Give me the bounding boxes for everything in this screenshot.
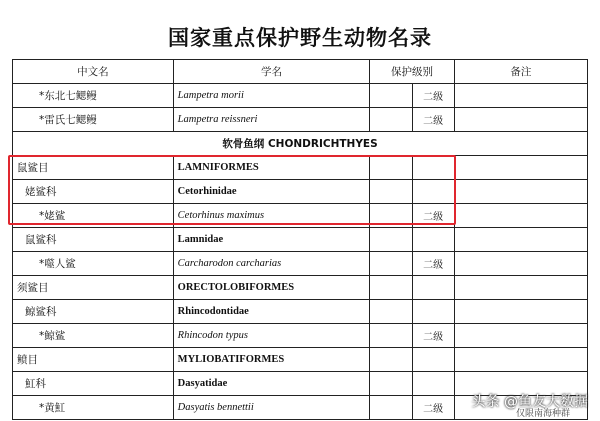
protection-level-2-cell — [412, 348, 454, 372]
chinese-name-cell: *黄魟 — [13, 396, 174, 420]
protection-level-2-cell — [412, 372, 454, 396]
notes-cell — [454, 156, 587, 180]
scientific-name-cell: Dasyatis bennettii — [173, 396, 370, 420]
notes-cell — [454, 324, 587, 348]
chinese-name-cell: 鼠鲨目 — [13, 156, 174, 180]
scientific-name-cell: Lampetra reissneri — [173, 108, 370, 132]
notes-cell — [454, 84, 587, 108]
chinese-name-cell: 鲼目 — [13, 348, 174, 372]
protection-level-2-cell: 二级 — [412, 396, 454, 420]
document-title: 国家重点保护野生动物名录 — [168, 26, 432, 50]
chinese-name-cell: 姥鲨科 — [13, 180, 174, 204]
protection-level-1-cell — [370, 276, 412, 300]
scientific-name-cell: Cetorhinus maximus — [173, 204, 370, 228]
class-heading: 软骨鱼纲 CHONDRICHTHYES — [13, 132, 588, 156]
scientific-name-cell: Rhincodon typus — [173, 324, 370, 348]
table-row — [13, 324, 588, 348]
chinese-name-cell: 鲸鲨科 — [13, 300, 174, 324]
notes-cell — [454, 108, 587, 132]
protection-level-2-cell: 二级 — [412, 252, 454, 276]
protection-level-1-cell — [370, 396, 412, 420]
protection-level-1-cell — [370, 252, 412, 276]
chinese-name-cell: *鲸鲨 — [13, 324, 174, 348]
header-protection-level: 保护级别 — [370, 60, 455, 84]
scientific-name-cell: Rhincodontidae — [173, 300, 370, 324]
notes-cell — [454, 276, 587, 300]
protection-level-2-cell: 二级 — [412, 84, 454, 108]
species-table — [12, 59, 588, 420]
chinese-name-cell: *姥鲨 — [13, 204, 174, 228]
table-row — [13, 348, 588, 372]
notes-cell — [454, 300, 587, 324]
scientific-name-cell: Lamnidae — [173, 228, 370, 252]
header-notes: 备注 — [454, 60, 587, 84]
header-scientific-name: 学名 — [173, 60, 370, 84]
table-row — [13, 276, 588, 300]
table-row — [13, 252, 588, 276]
scientific-name-cell: LAMNIFORMES — [173, 156, 370, 180]
table-row — [13, 228, 588, 252]
protection-level-1-cell — [370, 84, 412, 108]
scientific-name-cell: Lampetra morii — [173, 84, 370, 108]
scientific-name-cell: Dasyatidae — [173, 372, 370, 396]
chinese-name-cell: *雷氏七鳃鳗 — [13, 108, 174, 132]
notes-cell — [454, 348, 587, 372]
protection-level-2-cell — [412, 228, 454, 252]
table-row — [13, 108, 588, 132]
scientific-name-cell: MYLIOBATIFORMES — [173, 348, 370, 372]
highlight-box — [8, 155, 456, 225]
table-row — [13, 84, 588, 108]
watermark: 头条 @鱼友大数据 — [471, 394, 588, 410]
chinese-name-cell: 鼠鲨科 — [13, 228, 174, 252]
protection-level-1-cell — [370, 348, 412, 372]
protection-level-2-cell — [412, 300, 454, 324]
chinese-name-cell: 魟科 — [13, 372, 174, 396]
protection-level-2-cell: 二级 — [412, 324, 454, 348]
table-header-row — [13, 60, 588, 84]
protection-level-2-cell — [412, 276, 454, 300]
protection-level-1-cell — [370, 324, 412, 348]
notes-cell — [454, 252, 587, 276]
footer-note: 仅限南海种群 — [515, 409, 570, 419]
scientific-name-cell: Cetorhinidae — [173, 180, 370, 204]
scientific-name-cell: ORECTOLOBIFORMES — [173, 276, 370, 300]
protection-level-1-cell — [370, 108, 412, 132]
notes-cell — [454, 180, 587, 204]
header-chinese-name: 中文名 — [13, 60, 174, 84]
chinese-name-cell: 须鲨目 — [13, 276, 174, 300]
table-row — [13, 300, 588, 324]
chinese-name-cell: *噬人鲨 — [13, 252, 174, 276]
scientific-name-cell: Carcharodon carcharias — [173, 252, 370, 276]
protection-level-1-cell — [370, 372, 412, 396]
table-body — [13, 84, 588, 420]
chinese-name-cell: *东北七鳃鳗 — [13, 84, 174, 108]
protection-level-1-cell — [370, 228, 412, 252]
table-row — [13, 132, 588, 156]
protection-level-2-cell: 二级 — [412, 204, 454, 228]
protection-level-2-cell: 二级 — [412, 108, 454, 132]
protection-level-1-cell — [370, 300, 412, 324]
notes-cell — [454, 204, 587, 228]
notes-cell — [454, 228, 587, 252]
